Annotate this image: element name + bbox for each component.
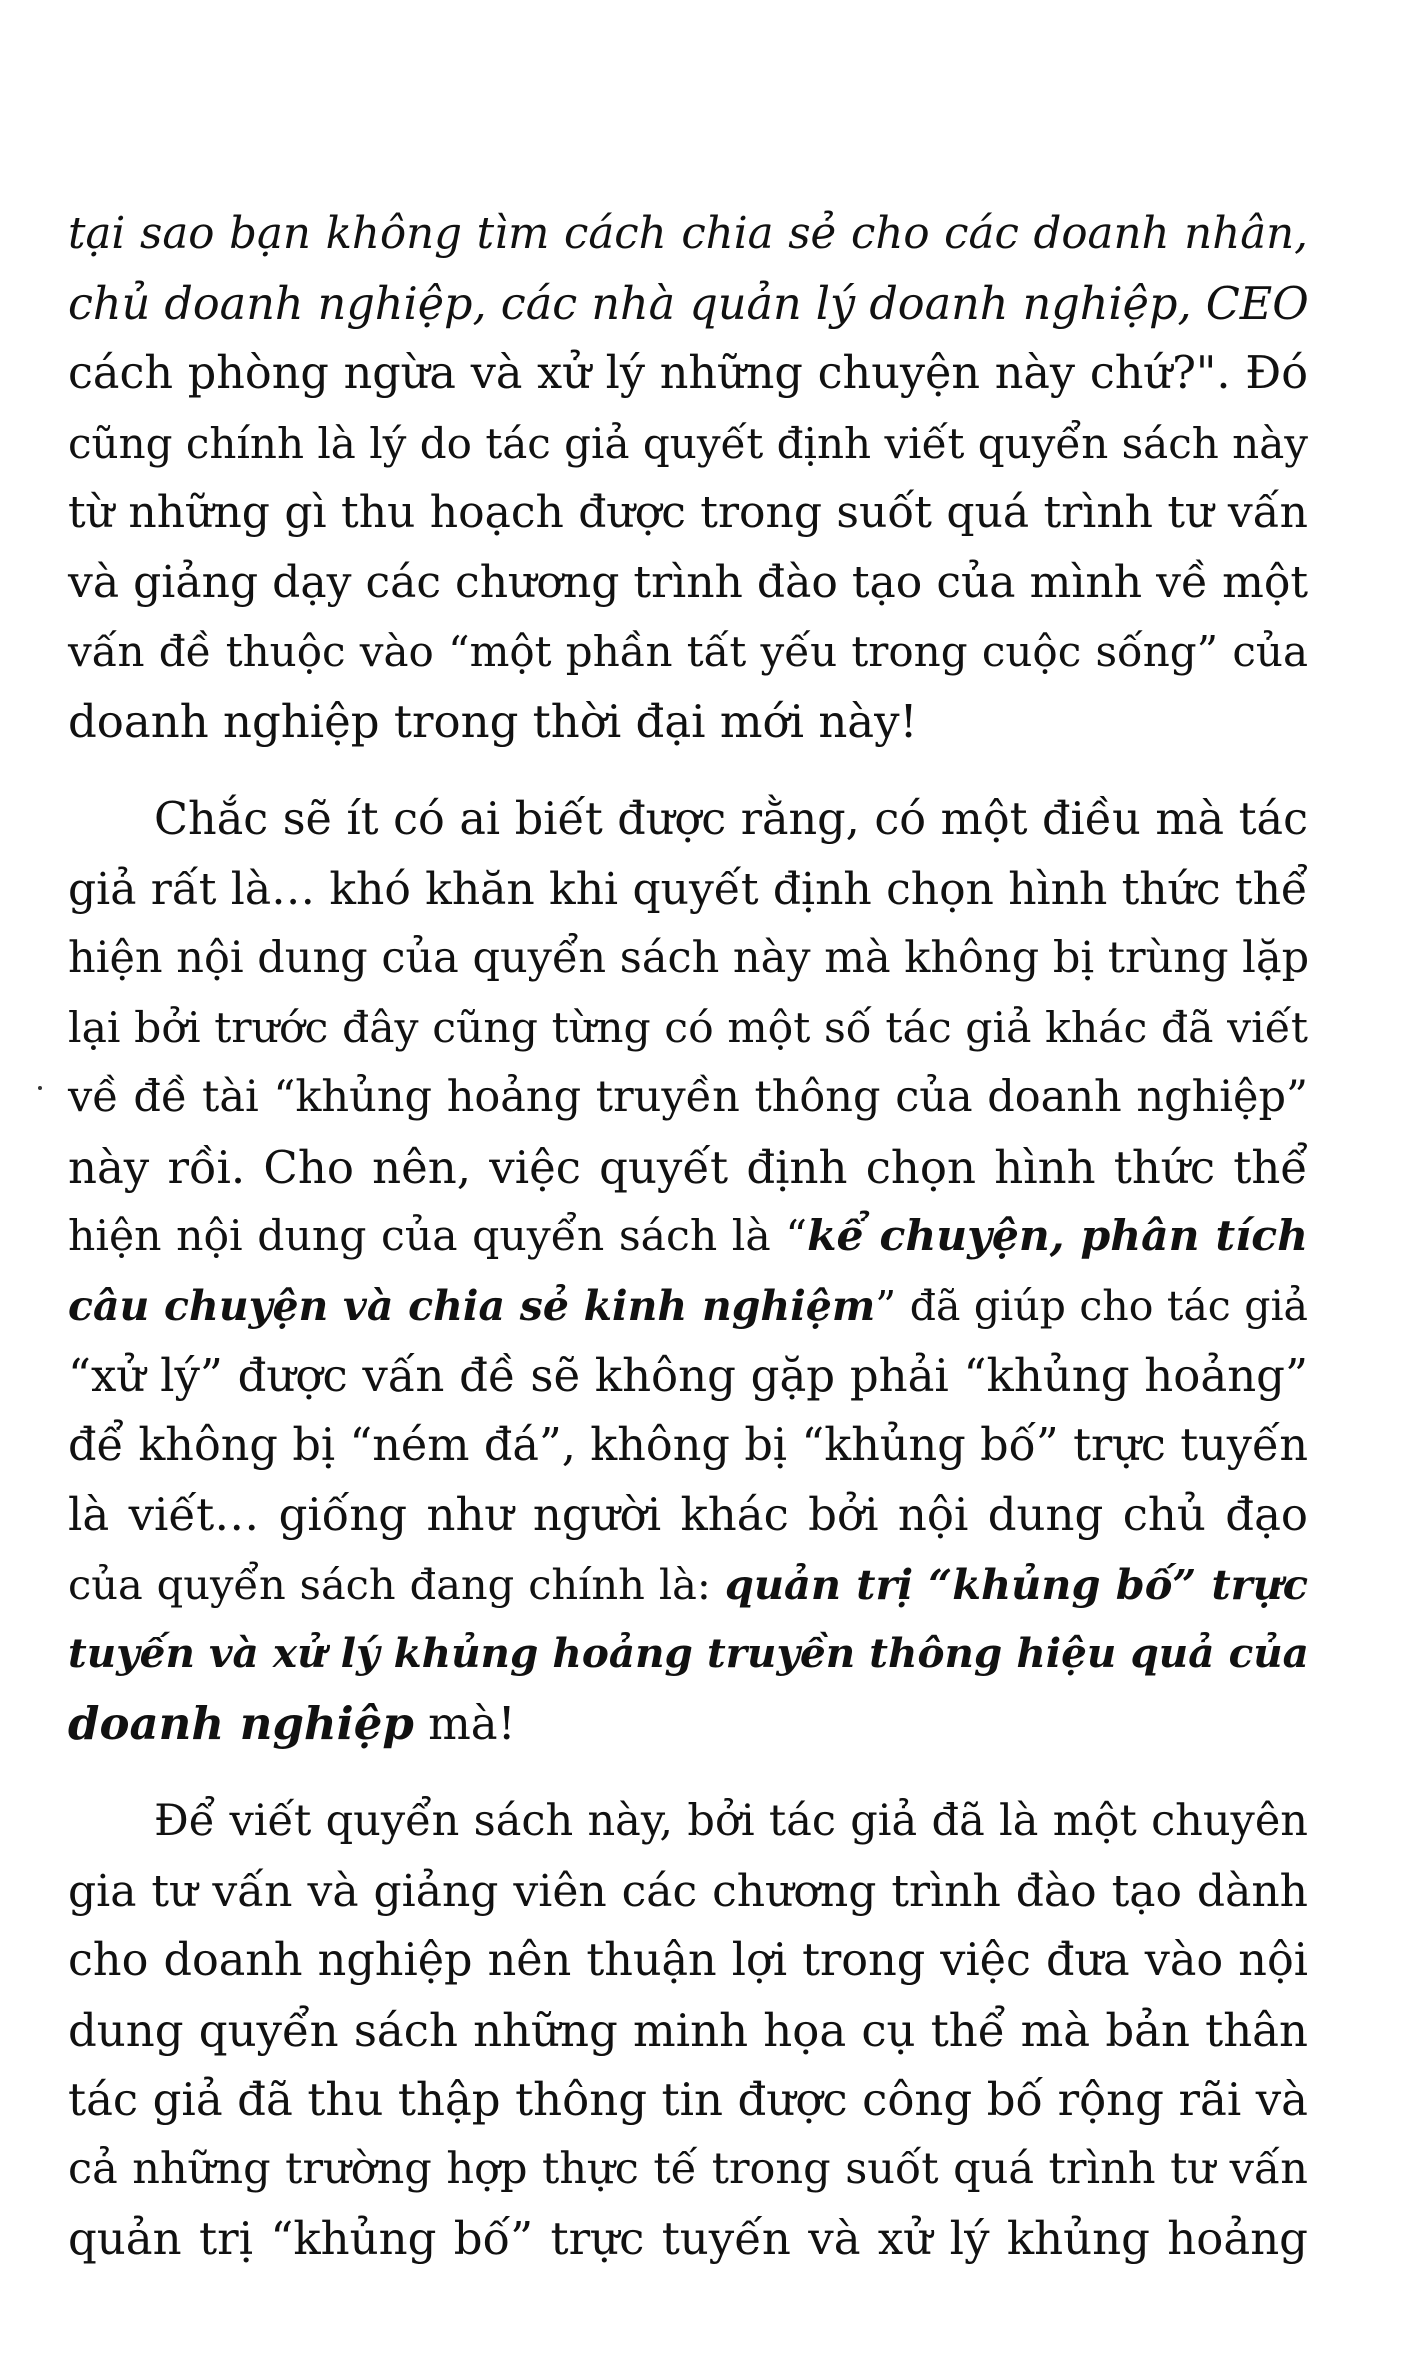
text-line (68, 1272, 1308, 1342)
paragraph-2 (68, 785, 1308, 1758)
text-line: hiện nội dung của quyển sách này mà không bị trùng lặp (68, 933, 1310, 983)
text-line: tác giả đã thu thập thông tin được công bố rộng rãi và (68, 2073, 1308, 2126)
text-line: để không bị “ném đá”, không bị “khủng bố” trực tuyến (68, 1419, 1308, 1471)
text-run: mà! (413, 1696, 516, 1750)
text-run: của quyển sách đang chính là: (68, 1559, 725, 1609)
text-line: vấn đề thuộc vào “một phần tất yếu trong cuộc sống” của (68, 627, 1308, 676)
text-line: “xử lý” được vấn đề sẽ không gặp phải “khủng hoảng” (68, 1349, 1308, 1402)
text-run: hiện nội dung của quyển sách là “ (68, 1212, 808, 1261)
text-line: là viết… giống như người khác bởi nội dung chủ đạo (68, 1488, 1308, 1541)
text-line: doanh nghiệp trong thời đại mới này! (68, 694, 918, 748)
text-line: và giảng dạy các chương trình đào tạo của mình về một (68, 556, 1308, 608)
text-line: Chắc sẽ ít có ai biết được rằng, có một điều mà tác (154, 794, 1308, 845)
text-line: cả những trường hợp thực tế trong suốt quá trình tư vấn (68, 2143, 1308, 2194)
text-line (68, 1550, 1308, 1620)
text-line: giả rất là… khó khăn khi quyết định chọn hình thức thể (68, 863, 1308, 915)
text-line: gia tư vấn và giảng viên các chương trình đào tạo dành (68, 1865, 1308, 1917)
paragraph-3 (68, 1787, 1308, 2274)
paragraph-1 (68, 200, 1308, 756)
emphasis-text: câu chuyện và chia sẻ kinh nghiệm (68, 1281, 876, 1330)
text-line: tại sao bạn không tìm cách chia sẻ cho các doanh nhân, (68, 209, 1308, 259)
scan-speck (38, 1086, 42, 1090)
emphasis-line: tuyến và xử lý khủng hoảng truyền thông hiệu quả của (68, 1629, 1309, 1677)
text-run: ” đã giúp cho tác giả (875, 1281, 1309, 1330)
text-line: cách phòng ngừa và xử lý những chuyện này chứ?". Đó (68, 348, 1308, 399)
text-line: về đề tài “khủng hoảng truyền thông của doanh nghiệp” (68, 1072, 1308, 1122)
emphasis-text: kể chuyện, phân tích (807, 1211, 1308, 1261)
text-line: cho doanh nghiệp nên thuận lợi trong việc đưa vào nội (68, 1935, 1308, 1986)
text-line: Để viết quyển sách này, bởi tác giả đã là một chuyên (154, 1796, 1308, 1846)
text-line: chủ doanh nghiệp, các nhà quản lý doanh nghiệp, CEO (68, 278, 1309, 330)
text-line: quản trị “khủng bố” trực tuyến và xử lý khủng hoảng (68, 2212, 1308, 2265)
book-page (68, 200, 1308, 2274)
emphasis-text: quản trị “khủng bố” trực (724, 1559, 1308, 1609)
text-line (68, 1202, 1308, 1272)
emphasis-text: doanh nghiệp (68, 1696, 414, 1750)
text-line: từ những gì thu hoạch được trong suốt quá trình tư vấn (68, 487, 1308, 538)
text-line: dung quyển sách những minh họa cụ thể mà bản thân (68, 2003, 1308, 2057)
text-line: cũng chính là lý do tác giả quyết định viết quyển sách này (68, 418, 1308, 468)
text-line: này rồi. Cho nên, việc quyết định chọn hình thức thể (68, 1140, 1308, 1194)
text-line (68, 1689, 1308, 1759)
text-line: lại bởi trước đây cũng từng có một số tác giả khác đã viết (68, 1003, 1308, 1053)
